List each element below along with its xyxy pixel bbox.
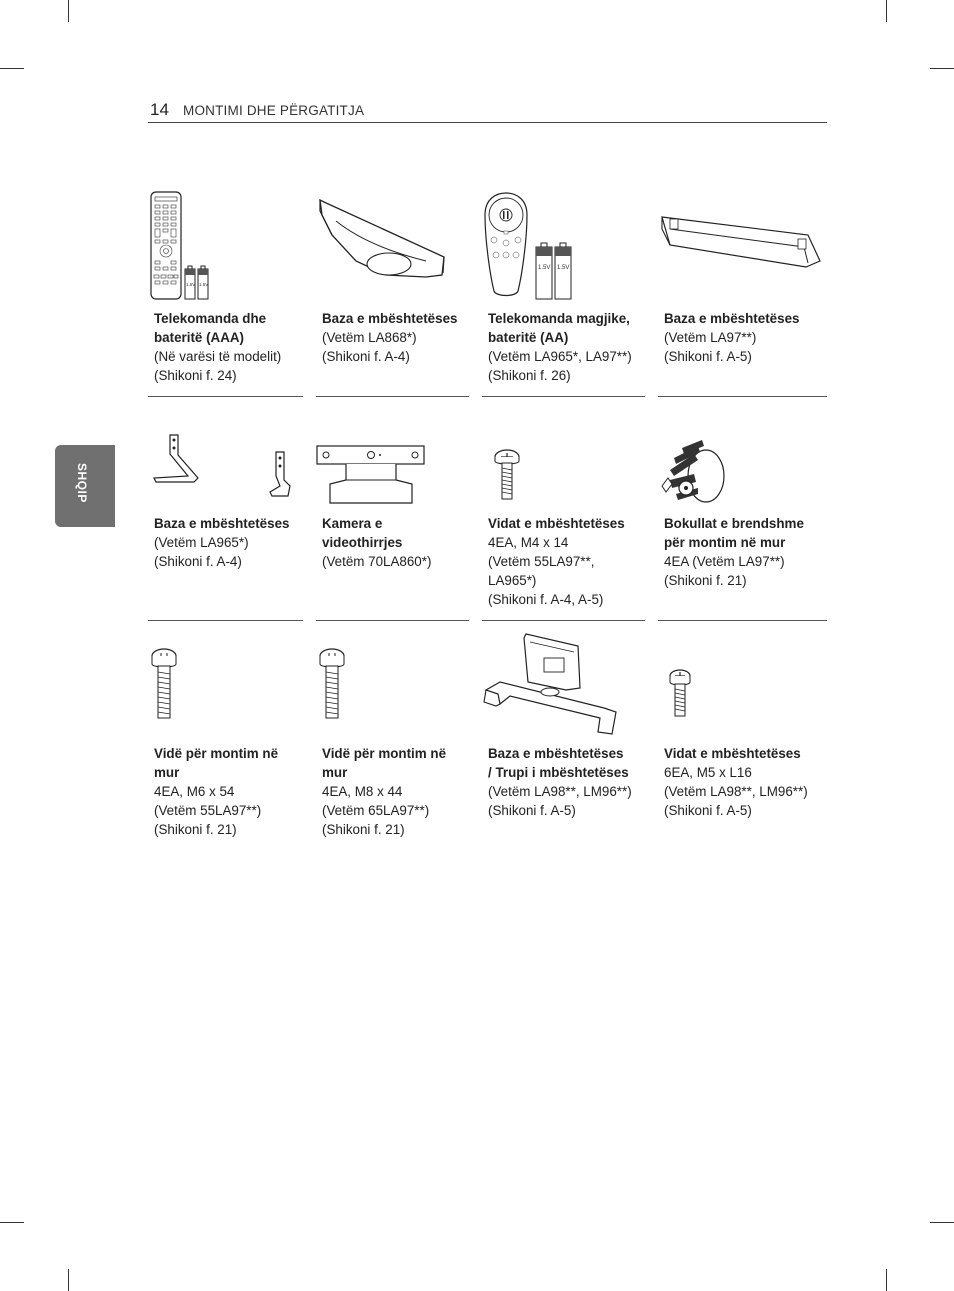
battery-label: 1.5V xyxy=(557,265,570,271)
caption-line: 6EA, M5 x L16 xyxy=(664,765,752,780)
camera-icon xyxy=(316,410,469,510)
language-tab xyxy=(55,445,115,527)
item-caption xyxy=(488,744,632,820)
caption-line: 4EA (Vetëm LA97**) xyxy=(664,554,785,569)
item-caption xyxy=(488,309,632,385)
caption-line: (Shikoni f. A-4) xyxy=(322,349,410,364)
caption-line: Baza e mbështetëses xyxy=(488,746,624,761)
battery-label: 1.5V xyxy=(186,282,196,287)
row-divider xyxy=(316,396,469,397)
screw-icon xyxy=(658,636,827,746)
item-caption xyxy=(664,514,804,590)
caption-line: mur xyxy=(322,765,348,780)
item-caption xyxy=(322,744,446,839)
item-caption xyxy=(154,309,281,385)
section-title: MONTIMI DHE PËRGATITJA xyxy=(183,103,365,118)
caption-line: mur xyxy=(154,765,180,780)
caption-line: (Vetëm LA965*) xyxy=(154,535,249,550)
screw-icon xyxy=(482,410,645,510)
accessory-wall-spacers xyxy=(658,410,827,620)
item-caption xyxy=(154,514,289,571)
aaa-battery-icon xyxy=(148,185,303,310)
aa-battery-icon xyxy=(482,185,645,310)
crop-mark xyxy=(0,68,24,69)
item-caption xyxy=(664,744,808,820)
caption-line: për montim në mur xyxy=(664,535,786,550)
caption-line: Kamera e xyxy=(322,516,383,531)
row-divider xyxy=(148,620,303,621)
battery-label: 1.5V xyxy=(538,265,551,271)
stand-bar-icon xyxy=(658,185,827,310)
item-caption xyxy=(322,309,457,366)
caption-line: 4EA, M4 x 14 xyxy=(488,535,569,550)
stand-body-icon xyxy=(482,632,645,744)
caption-line: (Vetëm 65LA97**) xyxy=(322,803,430,818)
accessory-wall-screw-m8 xyxy=(316,636,469,846)
page-number: 14 xyxy=(150,100,169,119)
row-divider xyxy=(148,396,303,397)
caption-line: (Vetëm LA868*) xyxy=(322,330,417,345)
caption-line: (Në varësi të modelit) xyxy=(154,349,282,364)
accessory-wall-screw-m6 xyxy=(148,636,303,846)
row-divider xyxy=(658,396,827,397)
accessory-stand-screws-m4 xyxy=(482,410,645,620)
item-caption xyxy=(664,309,799,366)
crop-mark xyxy=(68,1269,69,1291)
caption-line: (Shikoni f. 24) xyxy=(154,368,237,383)
crop-mark xyxy=(886,1269,887,1291)
crop-mark xyxy=(930,68,954,69)
caption-line: (Shikoni f. A-5) xyxy=(664,803,752,818)
accessory-stand-screws-m5 xyxy=(658,636,827,846)
battery-label: 1.5V xyxy=(199,282,209,287)
caption-line: (Shikoni f. A-5) xyxy=(488,803,576,818)
caption-line: videothirrjes xyxy=(322,535,403,550)
caption-line: Vidat e mbështetëses xyxy=(664,746,801,761)
stand-legs-icon xyxy=(148,410,303,510)
caption-line: (Shikoni f. 21) xyxy=(154,822,237,837)
caption-line: / Trupi i mbështetëses xyxy=(488,765,629,780)
caption-line: (Vetëm 70LA860*) xyxy=(322,554,432,569)
row-divider xyxy=(658,620,827,621)
accessory-remote-control xyxy=(148,185,303,395)
crop-mark xyxy=(886,0,887,22)
caption-line: Telekomanda dhe xyxy=(154,311,267,326)
caption-line: Baza e mbështetëses xyxy=(664,311,800,326)
item-caption xyxy=(488,514,625,609)
accessory-stand-la97 xyxy=(658,185,827,395)
caption-line: (Vetëm LA965*, LA97**) xyxy=(488,349,632,364)
caption-line: Baza e mbështetëses xyxy=(154,516,290,531)
caption-line: Baza e mbështetëses xyxy=(322,311,458,326)
caption-line: (Shikoni f. A-5) xyxy=(664,349,752,364)
accessory-camera xyxy=(316,410,469,620)
caption-line: (Vetëm LA97**) xyxy=(664,330,757,345)
crop-mark xyxy=(0,1222,24,1223)
accessory-stand-la98 xyxy=(482,632,645,846)
caption-line: bateritë (AAA) xyxy=(154,330,245,345)
bolt-icon xyxy=(316,636,469,746)
language-tab-label: SHQIP xyxy=(75,463,89,503)
spacer-icon xyxy=(658,410,827,510)
caption-line: Vidat e mbështetëses xyxy=(488,516,625,531)
caption-line: LA965*) xyxy=(488,573,537,588)
caption-line: Telekomanda magjike, xyxy=(488,311,630,326)
caption-line: (Shikoni f. 21) xyxy=(664,573,747,588)
caption-line: 4EA, M8 x 44 xyxy=(322,784,403,799)
accessory-magic-remote xyxy=(482,185,645,395)
caption-line: bateritë (AA) xyxy=(488,330,569,345)
item-caption xyxy=(154,744,278,839)
page-header xyxy=(148,100,827,123)
caption-line: (Shikoni f. A-4) xyxy=(154,554,242,569)
caption-line: (Shikoni f. 26) xyxy=(488,368,571,383)
accessory-stand-la868 xyxy=(316,185,469,395)
caption-line: (Shikoni f. A-4, A-5) xyxy=(488,592,604,607)
crop-mark xyxy=(930,1222,954,1223)
row-divider xyxy=(316,620,469,621)
bolt-icon xyxy=(148,636,303,746)
caption-line: (Shikoni f. 21) xyxy=(322,822,405,837)
caption-line: Vidë për montim në xyxy=(322,746,447,761)
crop-mark xyxy=(68,0,69,22)
caption-line: Vidë për montim në xyxy=(154,746,279,761)
row-divider xyxy=(482,620,645,621)
accessory-stand-la965 xyxy=(148,410,303,620)
caption-line: (Vetëm LA98**, LM96**) xyxy=(488,784,632,799)
caption-line: 4EA, M6 x 54 xyxy=(154,784,235,799)
caption-line: Bokullat e brendshme xyxy=(664,516,804,531)
item-caption xyxy=(322,514,431,571)
caption-line: (Vetëm 55LA97**) xyxy=(154,803,262,818)
row-divider xyxy=(482,396,645,397)
caption-line: (Vetëm LA98**, LM96**) xyxy=(664,784,808,799)
caption-line: (Vetëm 55LA97**, xyxy=(488,554,595,569)
stand-base-icon xyxy=(316,185,469,310)
